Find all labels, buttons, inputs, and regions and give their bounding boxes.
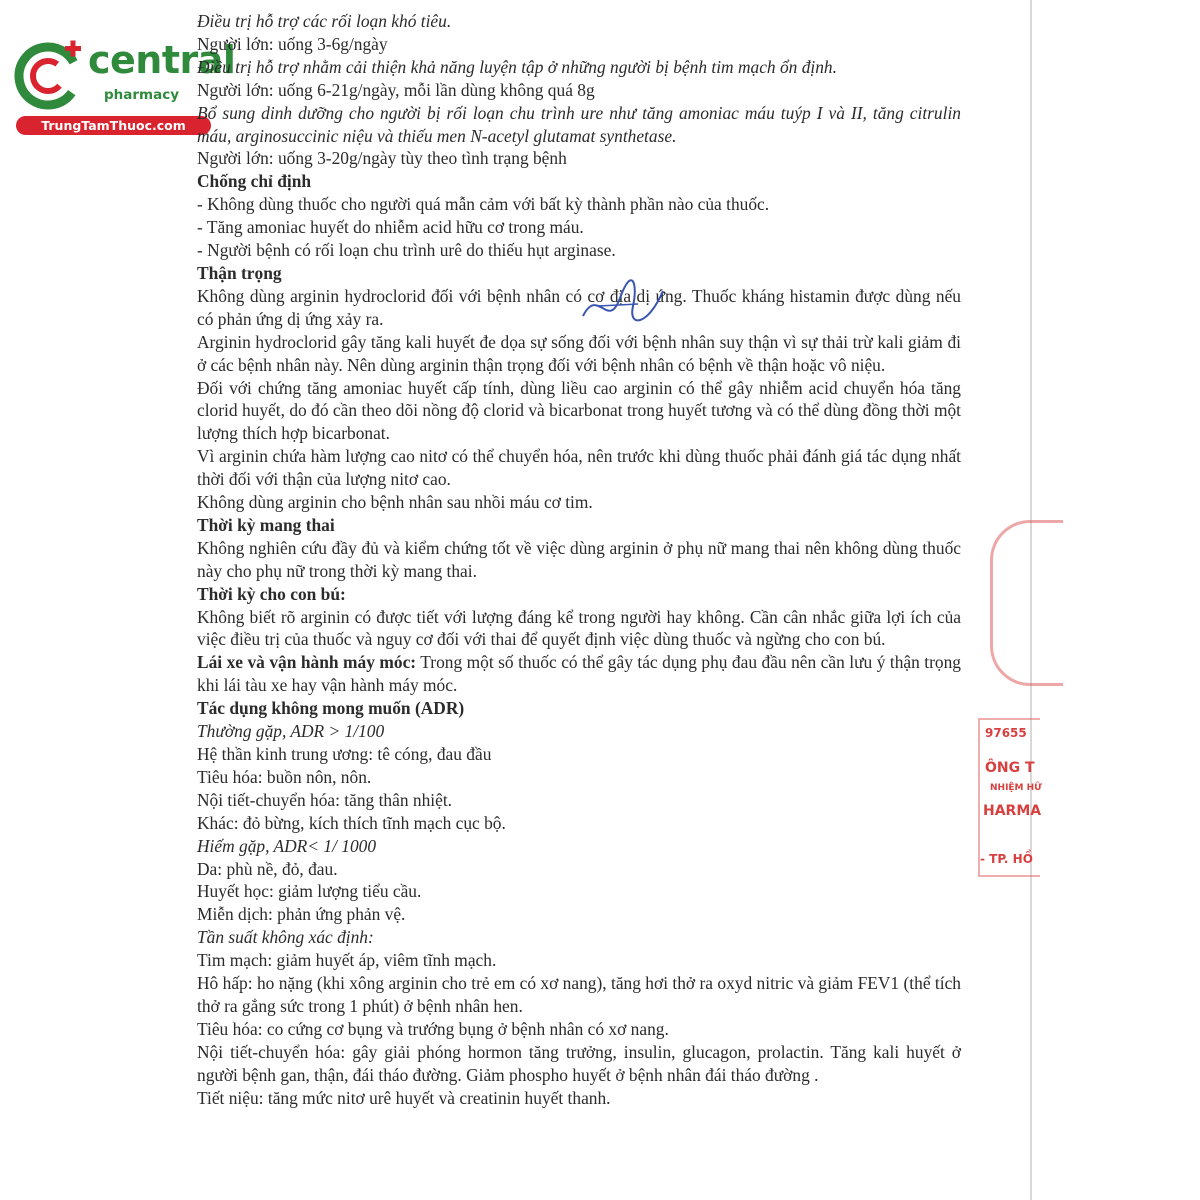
contraindication-item: - Không dùng thuốc cho người quá mẫn cảm với bất kỳ thành phần nào của thuốc.	[197, 194, 770, 215]
adr-item: Hô hấp: ho nặng (khi xông arginin cho trẻ em có xơ nang), tăng hơi thở ra oxyd nitric và giảm FEV1 (thể tích thở ra gắng sức trong 1 phút) ở bệnh nhân hen.	[197, 973, 961, 1016]
precaution-paragraph: Không dùng arginin hydroclorid đối với bệnh nhân có cơ địa dị ứng. Thuốc kháng histamin được dùng nếu có phản ứng dị ứng xảy ra.	[197, 285, 961, 329]
adr-item: Tiết niệu: tăng mức nitơ urê huyết và creatinin huyết thanh.	[197, 1087, 611, 1108]
adr-item: Khác: đỏ bừng, kích thích tĩnh mạch cục bộ.	[197, 812, 506, 833]
logo-brand-text: central	[88, 38, 236, 82]
adr-item: Da: phù nề, đỏ, đau.	[197, 858, 338, 879]
dose-urea-cycle: Người lớn: uống 3-20g/ngày tùy theo tình trạng bệnh	[197, 148, 567, 169]
logo-sub-text: pharmacy	[104, 87, 180, 103]
adr-item: Tim mạch: giảm huyết áp, viêm tĩnh mạch.	[197, 950, 497, 971]
precaution-paragraph: Đối với chứng tăng amoniac huyết cấp tính, dùng liều cao arginin có thể gây nhiễm acid chuyển hóa tăng clorid huyết, do đó cần theo dõi nồng độ clorid và bicarbonat trong huyết tương và có thể dùng đồng thời một lượng thích hợp bicarbonat.	[197, 377, 961, 444]
stamp-text: ÔNG T	[985, 760, 1035, 776]
indication-dyspepsia: Điều trị hỗ trợ các rối loạn khó tiêu.	[197, 11, 452, 31]
adr-item: Miễn dịch: phản ứng phản vệ.	[197, 904, 406, 925]
adr-item: Nội tiết-chuyển hóa: gây giải phóng hormon tăng trưởng, insulin, glucagon, prolactin. Tăng kali huyết ở người bệnh gan, thận, đái tháo đường. Giảm phospho huyết ở bệnh nhân đái tháo đường .	[197, 1041, 961, 1085]
pregnancy-paragraph: Không nghiên cứu đầy đủ và kiểm chứng tốt về việc dùng arginin ở phụ nữ mang thai nên không dùng thuốc này cho phụ nữ trong thời kỳ mang thai.	[197, 537, 961, 581]
stamp-ring-top	[990, 520, 1063, 686]
heading-pregnancy: Thời kỳ mang thai	[197, 514, 335, 535]
logo-url-badge[interactable]: TrungTamThuoc.com	[16, 116, 211, 135]
stamp-text: 97655	[985, 726, 1027, 740]
contraindication-item: - Người bệnh có rối loạn chu trình urê do thiếu hụt arginase.	[197, 240, 616, 261]
adr-unknown-label: Tần suất không xác định:	[197, 927, 374, 948]
contraindication-item: - Tăng amoniac huyết do nhiễm acid hữu cơ trong máu.	[197, 217, 584, 238]
adr-item: Huyết học: giảm lượng tiểu cầu.	[197, 881, 422, 902]
stamp-text: HARMA	[983, 803, 1042, 819]
heading-breastfeeding: Thời kỳ cho con bú:	[197, 583, 346, 604]
document-body	[197, 10, 961, 1110]
adr-item: Hệ thần kinh trung ương: tê cóng, đau đầu	[197, 744, 492, 764]
central-pharmacy-logo[interactable]	[8, 38, 236, 138]
adr-item: Tiêu hóa: buồn nôn, nôn.	[197, 766, 372, 787]
heading-contraindications: Chống chỉ định	[197, 171, 312, 192]
heading-adverse-reactions: Tác dụng không mong muốn (ADR)	[197, 698, 465, 719]
driving-text: Trong một số thuốc có thể gây tác dụng phụ đau đầu nên cần lưu ý thận trọng khi lái tàu xe hay vận hành máy móc.	[197, 652, 961, 696]
dose-cardio: Người lớn: uống 6-21g/ngày, mỗi lần dùng không quá 8g	[197, 79, 595, 100]
central-logo-icon	[12, 38, 88, 114]
stamp-text: NHIỆM HỮ	[990, 783, 1042, 793]
driving-paragraph	[197, 651, 961, 697]
heading-precautions: Thận trọng	[197, 262, 282, 283]
signature-mark	[578, 276, 668, 336]
precaution-paragraph: Vì arginin chứa hàm lượng cao nitơ có thể chuyển hóa, nên trước khi dùng thuốc phải đánh giá tác dụng nhất thời đối với thận của lượng nitơ cao.	[197, 446, 961, 490]
stamp-text: - TP. HỒ	[980, 852, 1033, 866]
adr-common-label: Thường gặp, ADR > 1/100	[197, 721, 385, 742]
precaution-paragraph: Không dùng arginin cho bệnh nhân sau nhồi máu cơ tim.	[197, 492, 593, 513]
indication-urea-cycle: Bổ sung dinh dưỡng cho người bị rối loạn chu trình ure như tăng amoniac máu tuýp I và II, tăng citrulin máu, arginosuccinic niệu và thiếu men N-acetyl glutamat synthetase.	[197, 102, 961, 146]
breastfeeding-paragraph: Không biết rõ arginin có được tiết với lượng đáng kể trong người hay không. Cần cân nhắc giữa lợi ích của việc điều trị của thuốc và nguy cơ đối với thai để quyết định việc dùng thuốc và ngừng cho con bú.	[197, 606, 961, 650]
precaution-paragraph: Arginin hydroclorid gây tăng kali huyết đe dọa sự sống đối với bệnh nhân suy thận vì sự thải trừ kali giảm đi ở các bệnh nhân này. Nên dùng arginin thận trọng đối với bệnh nhân có bệnh về thận hoặc vô niệu.	[197, 331, 961, 375]
heading-driving: Lái xe và vận hành máy móc:	[197, 652, 417, 673]
dose-dyspepsia: Người lớn: uống 3-6g/ngày	[197, 33, 388, 54]
indication-cardio: Điều trị hỗ trợ nhằm cải thiện khả năng luyện tập ở những người bị bệnh tim mạch ổn định.	[197, 56, 837, 77]
adr-rare-label: Hiếm gặp, ADR< 1/ 1000	[197, 835, 377, 856]
adr-item: Nội tiết-chuyển hóa: tăng thân nhiệt.	[197, 789, 452, 810]
adr-item: Tiêu hóa: co cứng cơ bụng và trướng bụng ở bệnh nhân có xơ nang.	[197, 1018, 669, 1039]
